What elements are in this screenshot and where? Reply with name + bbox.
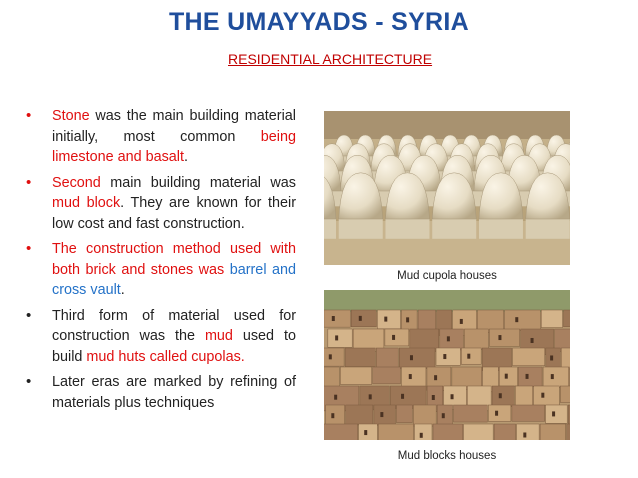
bullet-marker: • [26,373,32,390]
bullet-text-segment: barrel and cross vault [52,261,296,298]
bullet-text-segment: . They are known for their low cost and fast construction. [52,195,296,232]
mud-block-houses-photo [324,290,570,440]
bullet-text-segment: was the main building material initially, most common [52,108,296,145]
bullet-text-segment: being limestone and basalt [52,128,296,165]
bullet-text-segment: Later eras are marked by refining of materials plus techniques [52,374,296,411]
bullet-text-segment: . [184,149,188,165]
bullet-item [26,106,296,168]
bullet-text-segment: Stone [52,108,90,124]
slide-subtitle: RESIDENTIAL ARCHITECTURE [228,51,433,67]
bullet-text-segment: . [120,282,125,298]
bullet-item [26,173,296,235]
bullet-marker: • [26,173,32,191]
bullet-text-segment: The construction method used with both brick and stones was [52,241,296,278]
bullet-marker: • [26,240,32,257]
bullet-item [26,306,296,368]
bullet-marker: • [26,107,32,124]
slide-title: THE UMAYYADS - SYRIA [168,8,470,36]
bullet-text-segment: Second [52,174,101,191]
bullet-text-segment: mud block [52,195,121,211]
bullet-text-segment: used to build [52,328,296,365]
bullet-marker: • [26,306,32,324]
top-photo-caption: Mud cupola houses [397,270,497,282]
cupola-houses-photo [324,111,570,265]
bottom-photo-caption: Mud blocks houses [397,450,497,462]
bullet-item [26,239,296,301]
bullet-list [26,106,296,418]
bullet-text-segment: mud [204,328,233,344]
bullet-text-segment: mud huts called cupolas. [86,348,245,365]
bullet-text-segment: main building material was [100,174,296,191]
bullet-text-segment: Third form of material used for construction was the [52,307,296,344]
bullet-item [26,372,296,413]
